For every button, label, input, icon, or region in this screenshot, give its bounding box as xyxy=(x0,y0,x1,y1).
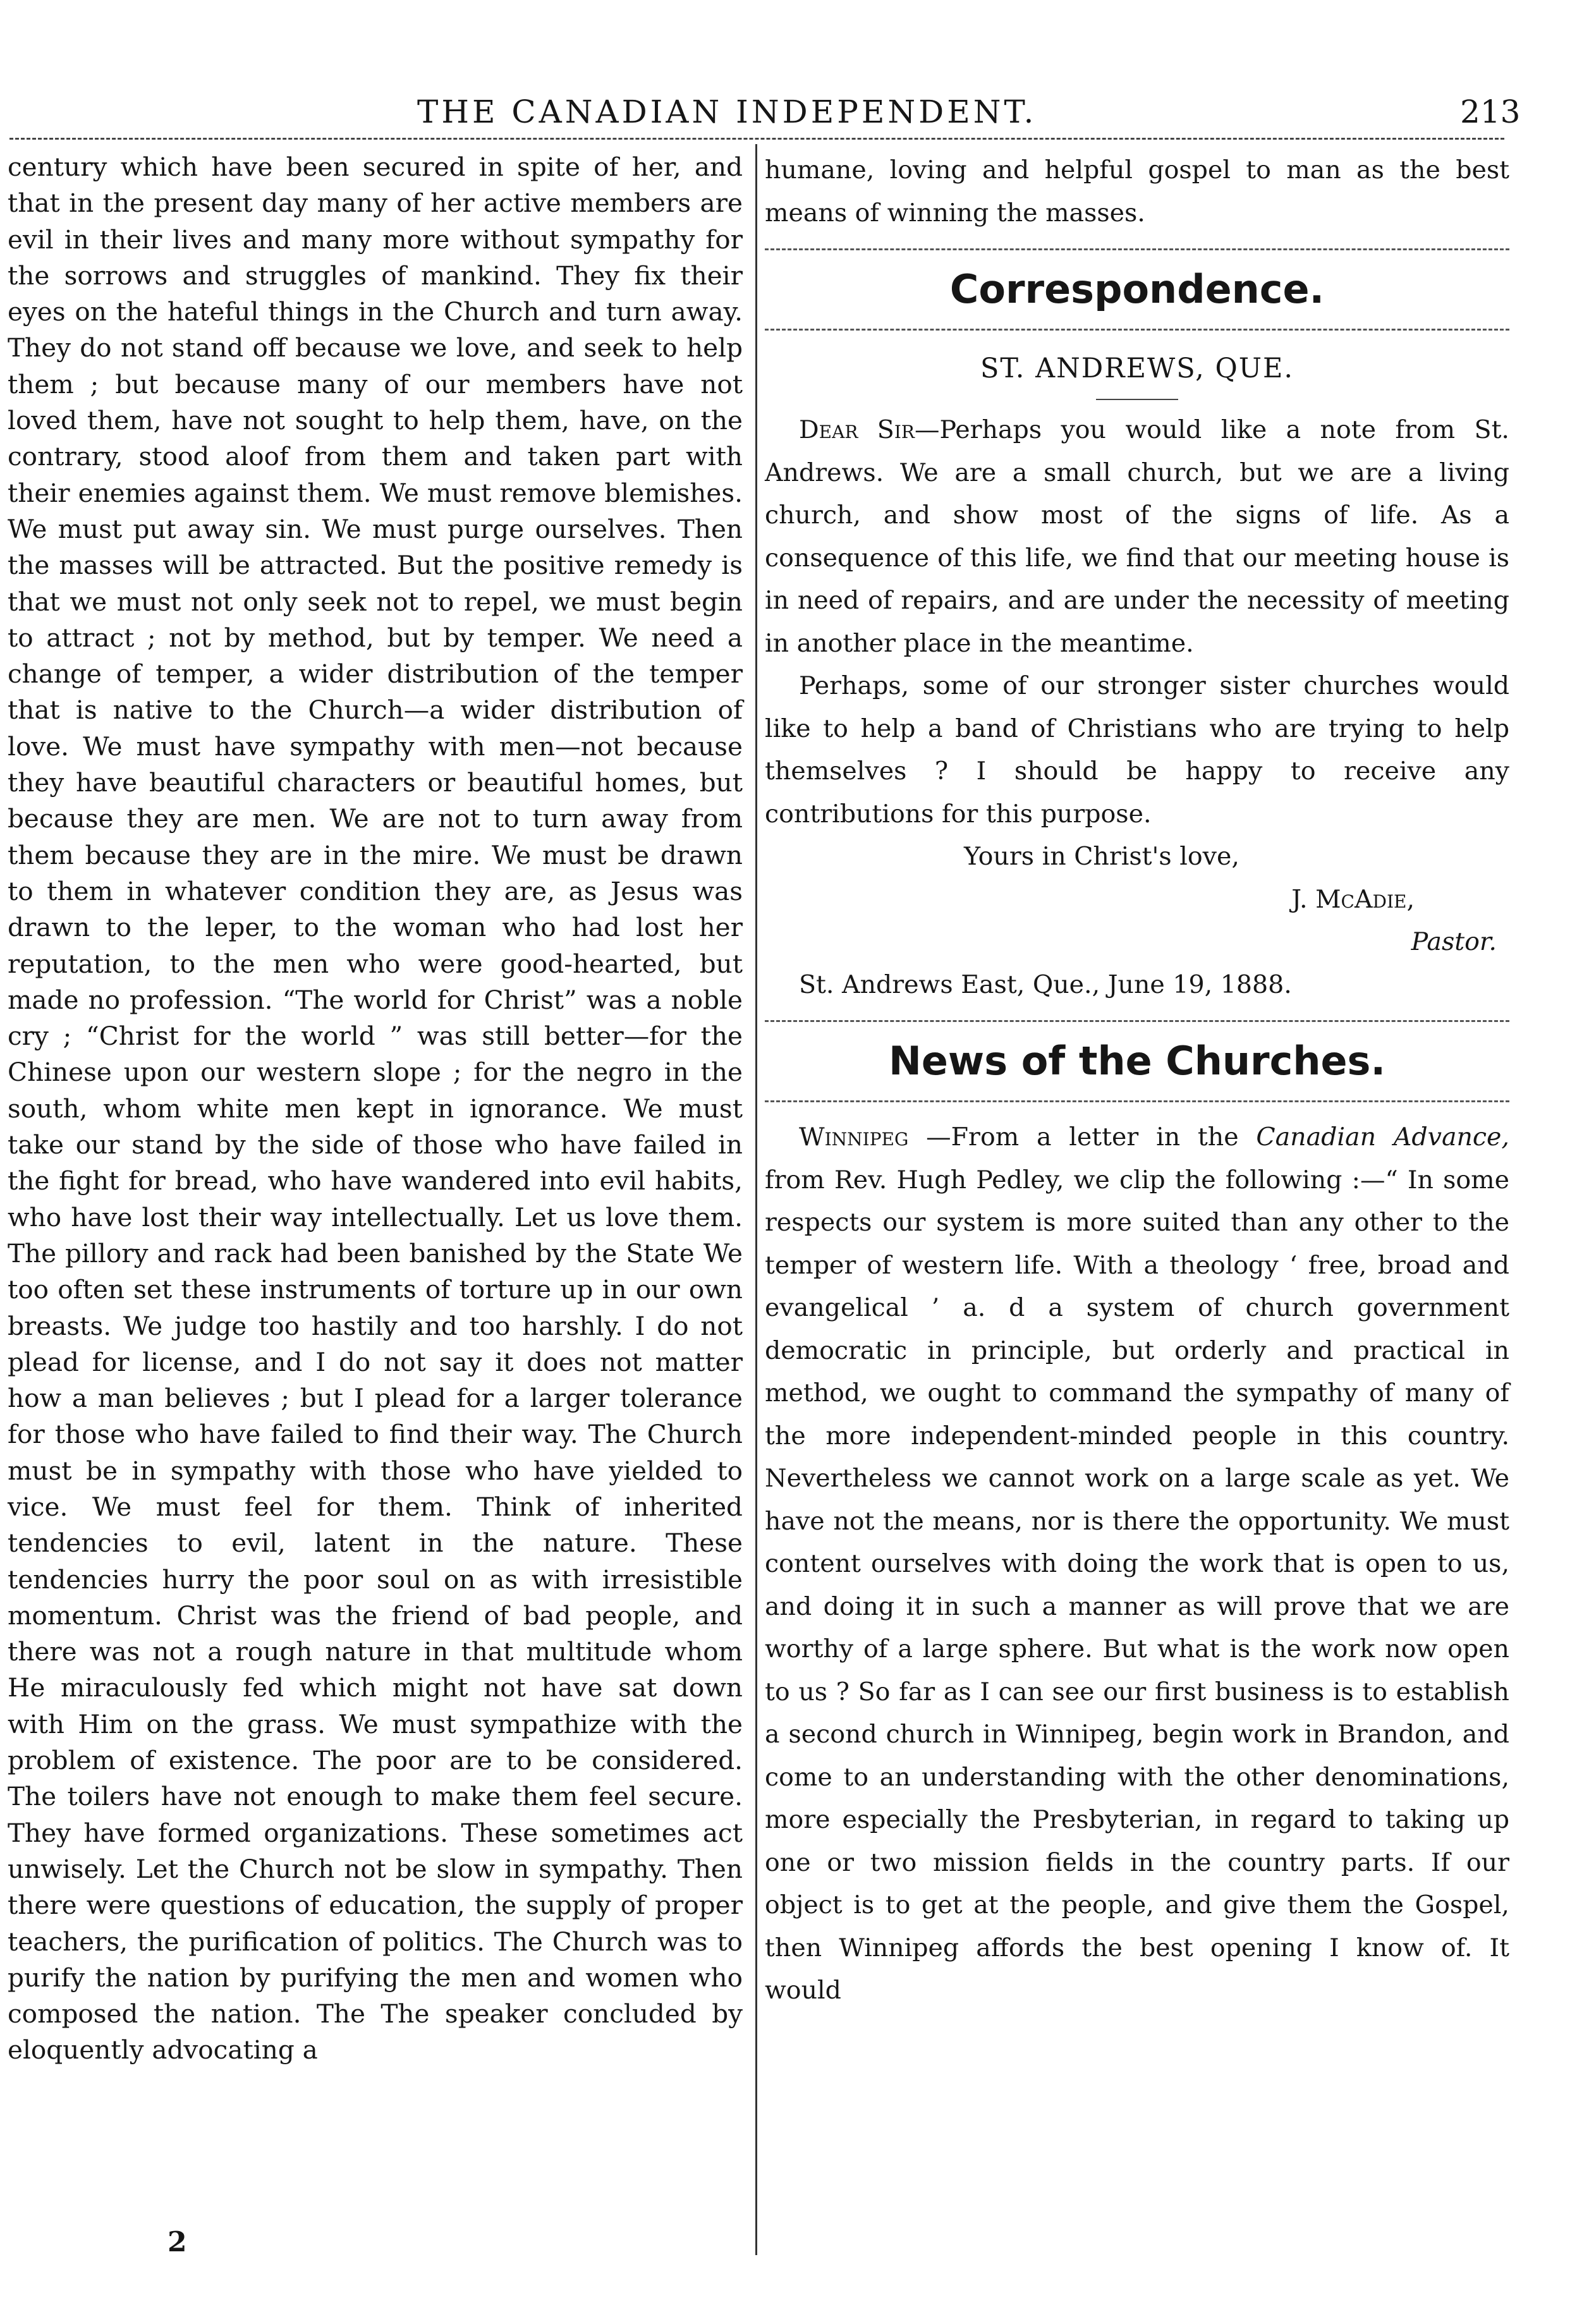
header-rule xyxy=(9,138,1504,140)
letter-paragraph xyxy=(765,409,1509,665)
news-text-a: —From a letter in the xyxy=(908,1122,1257,1152)
continued-paragraph: humane, loving and helpful gospel to man as the best means of winning the masses. xyxy=(765,155,1509,228)
signature-role: Pastor. xyxy=(1411,927,1497,956)
news-publication: Canadian Advance, xyxy=(1256,1122,1509,1152)
letter-closing: Yours in Christ's love, xyxy=(964,842,1239,871)
news-paragraph xyxy=(765,1116,1509,2012)
signature-name: J. McAdie, xyxy=(1291,884,1415,914)
letter-salutation: Dear Sir xyxy=(799,415,915,444)
section-rule xyxy=(765,248,1509,250)
right-column xyxy=(765,149,1509,2012)
left-column xyxy=(8,149,743,2069)
short-rule xyxy=(1096,399,1178,400)
letter-place: ST. ANDREWS, QUE. xyxy=(980,353,1294,384)
running-title: THE CANADIAN INDEPENDENT. xyxy=(417,94,1037,130)
news-heading: News of the Churches. xyxy=(888,1038,1386,1084)
letter-body: —Perhaps you would like a note from St. Andrews. We are a small church, but we are a living church, and show most of the signs of life. As a consequence of this life, we find that our meeting house is in need of repairs, and are under the necessity of meeting in another place in the meantime. xyxy=(765,415,1509,658)
section-rule xyxy=(765,1020,1509,1022)
news-lead: Winnipeg xyxy=(799,1122,909,1152)
correspondence-heading: Correspondence. xyxy=(949,266,1325,312)
news-text-b: from Rev. Hugh Pedley, we clip the following :—“ In some respects our system is more suited than any other to the temper of western life. With a theology ‘ free, broad and evangelical ’ a. d a system of church government democratic in principle, but orderly and practical in method, we ought to command the sympathy of many of the more independent-minded people in this country. Nevertheless we cannot work on a large scale as yet. We have not the means, nor is there the opportunity. We must content ourselves with doing the work that is open to us, and doing it in such a manner as will prove that we are worthy of a large sphere. But what is the work now open to us ? So far as I can see our first business is to establish a second church in Winnipeg, begin work in Brandon, and come to an understanding with the other denominations, more especially the Presbyterian, in regard to taking up one or two mission fields in the country parts. If our object is to get at the people, and give them the Gospel, then Winnipeg affords the best opening I know of. It would xyxy=(765,1165,1509,2005)
page-header xyxy=(0,94,1577,138)
signature-mark: 2 xyxy=(167,2226,187,2258)
letter-paragraph-2: Perhaps, some of our stronger sister churches would like to help a band of Christians who are trying to help themselves ? I should be happy to receive any contributions for this purpose. xyxy=(765,671,1509,829)
page-number: 213 xyxy=(1460,94,1521,130)
column-divider xyxy=(755,144,757,2255)
left-column-text: century which have been secured in spite of her, and that in the present day many of her active members are evil in their lives and many more without sympathy for the sorrows and struggles of mankind. They fix their eyes on the hateful things in the Church and turn away. They do not stand off because we love, and seek to help them ; but because many of our members have not loved them, have not sought to help them, have, on the contrary, stood aloof from them and taken part with their enemies against them. We must remove blemishes. We must put away sin. We must purge ourselves. Then the masses will be attracted. But the positive remedy is that we must not only seek not to repel, we must begin to attract ; not by method, but by temper. We need a change of temper, a wider distribution of the temper that is native to the Church—a wider distribution of love. We must have sympathy with men—not because they have beautiful characters or beautiful homes, but because they are men. We are not to turn away from them because they are in the mire. We must be drawn to them in whatever condition they are, as Jesus was drawn to the leper, to the woman who had lost her reputation, to the men who were good-hearted, but made no profession. “The world for Christ” was a noble cry ; “Christ for the world ” was still better—for the Chinese upon our western slope ; for the negro in the south, whom white men kept in ignorance. We must take our stand by the side of those who have failed in the fight for bread, who have wandered into evil habits, who have lost their way intellectually. Let us love them. The pillory and rack had been banished by the State We too often set these instruments of torture up in our own breasts. We judge too hastily and too harshly. I do not plead for license, and I do not say it does not matter how a man believes ; but I plead for a larger tolerance for those who have failed to find their way. The Church must be in sympathy with those who have yielded to vice. We must feel for them. Think of inherited tendencies to evil, latent in the nature. These tendencies hurry the poor soul on as with irresistible momentum. Christ was the friend of bad people, and there was not a rough nature in that multitude whom He miraculously fed which might not have sat down with Him on the grass. We must sympathize with the problem of existence. The poor are to be considered. The toilers have not enough to make them feel secure. They have formed organizations. These sometimes act unwisely. Let the Church not be slow in sympathy. Then there were questions of education, the supply of proper teachers, the purification of politics. The Church was to purify the nation by purifying the men and women who composed the nation. The The speaker concluded by eloquently advocating a xyxy=(8,152,743,2065)
letter-date-line: St. Andrews East, Que., June 19, 1888. xyxy=(799,970,1292,999)
section-rule xyxy=(765,1100,1509,1102)
section-rule xyxy=(765,329,1509,331)
